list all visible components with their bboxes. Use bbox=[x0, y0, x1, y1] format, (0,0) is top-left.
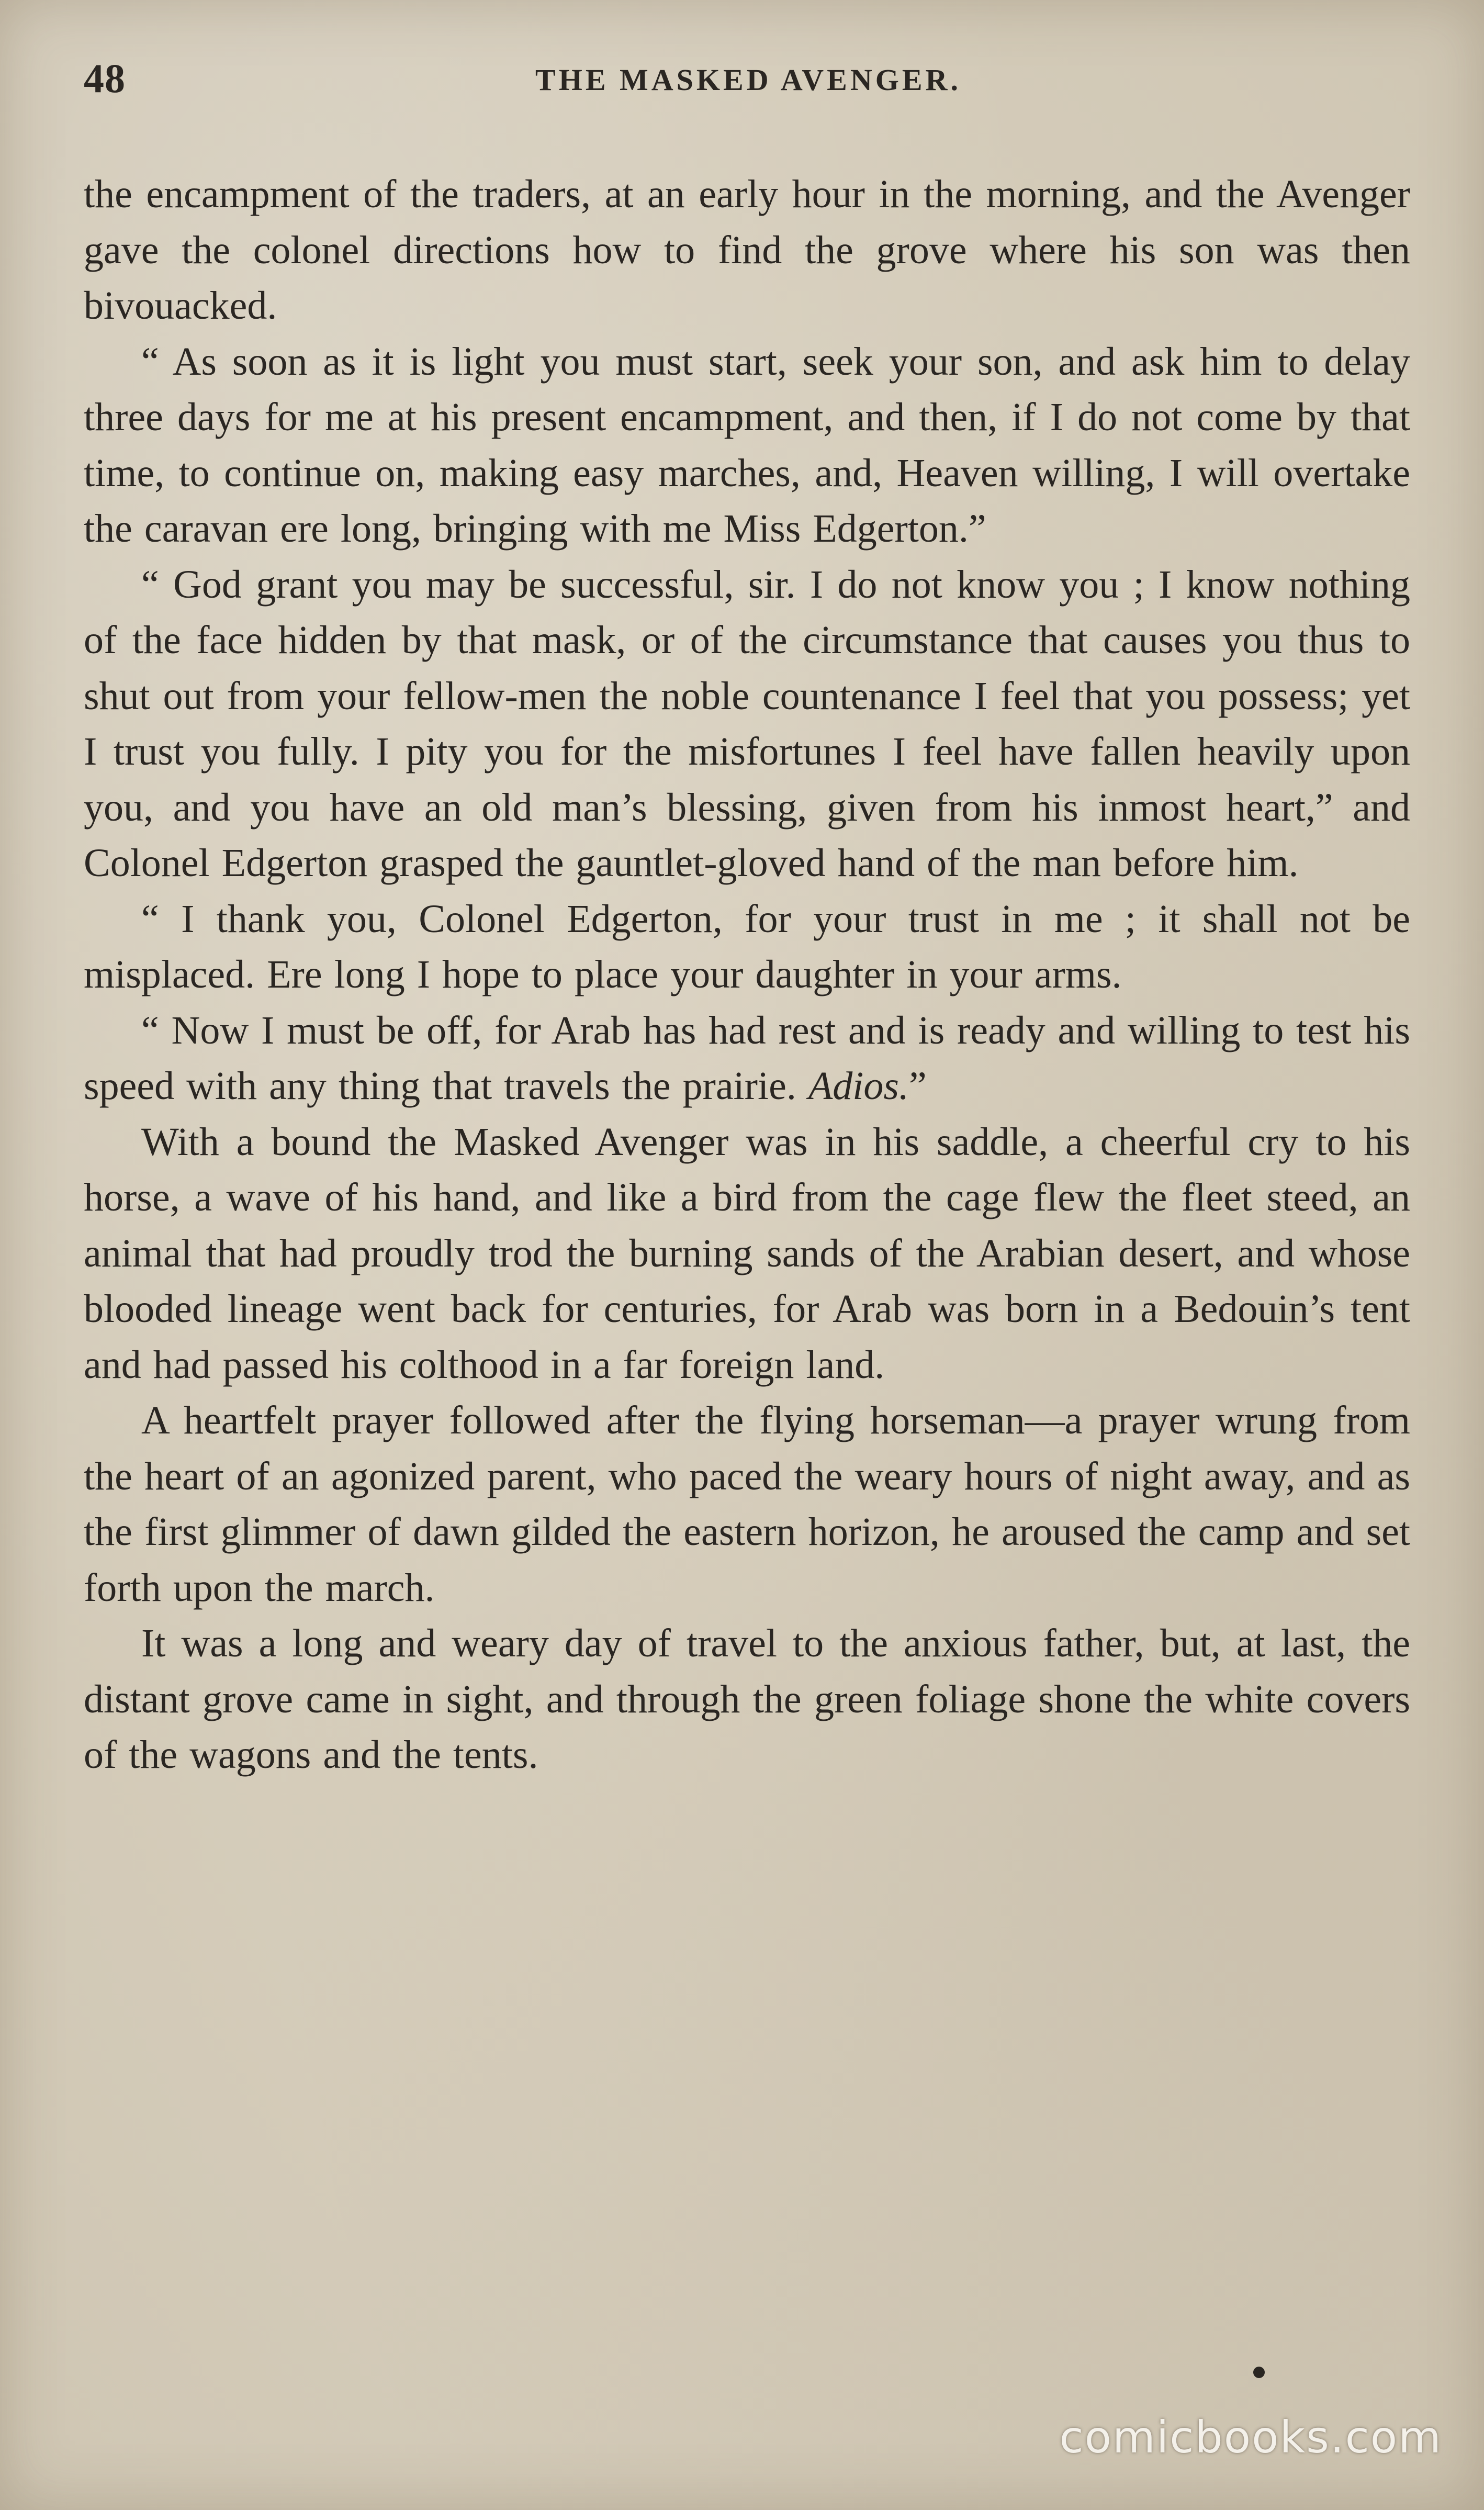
ink-spot bbox=[1253, 2367, 1265, 2378]
paragraph-adios bbox=[84, 1003, 1410, 1114]
paragraph: It was a long and weary day of travel to the anxious father, but, at last, the distant grove came in sight, and through the green foliage shone the white covers of the wagons and the tents. bbox=[84, 1621, 1410, 1777]
body-text bbox=[84, 166, 1410, 1783]
adios-italic: Adios. bbox=[808, 1064, 909, 1108]
running-head bbox=[84, 55, 1413, 113]
paragraph: “ God grant you may be successful, sir. I do not know you ; I know nothing of the face hidden by that mask, or of the circumstance that causes you thus to shut out from your fellow-men the noble countenance I feel that you possess; yet I trust you fully. I pity you for the misfortunes I feel have fallen heavily upon you, and you have an old man’s blessing, given from his inmost heart,” and Colonel Edgerton grasped the gauntlet-gloved hand of the man before him. bbox=[84, 562, 1410, 885]
watermark: comicbooks.com bbox=[1059, 2412, 1442, 2463]
page-number: 48 bbox=[84, 55, 126, 101]
paragraph: “ As soon as it is light you must start, seek your son, and ask him to delay three days for me at his present encampment, and then, if I do not come by that time, to continue on, making easy marches, and, Heaven willing, I will overtake the caravan ere long, bringing with me Miss Edgerton.” bbox=[84, 339, 1410, 551]
adios-text-after: ” bbox=[908, 1064, 927, 1108]
paragraph: With a bound the Masked Avenger was in his saddle, a cheerful cry to his horse, a wave of his hand, and like a bird from the cage flew the fleet steed, an animal that had proudly trod the burning sands of the Arabian desert, and whose blooded lineage went back for centuries, for Arab was born in a Bedouin’s tent and had passed his colthood in a far foreign land. bbox=[84, 1119, 1410, 1387]
paragraph: A heartfelt prayer followed after the flying horseman—a prayer wrung from the heart of an agonized parent, who paced the weary hours of night away, and as the first glimmer of dawn gilded the eastern horizon, he aroused the camp and set forth upon the march. bbox=[84, 1398, 1410, 1610]
adios-text-before: “ Now I must be off, for Arab has had rest and is ready and willing to test his speed with any thing that travels the prairie. bbox=[84, 1008, 1410, 1108]
paragraph: “ I thank you, Colonel Edgerton, for your trust in me ; it shall not be misplaced. Ere long I hope to place your daughter in your arms. bbox=[84, 897, 1410, 996]
running-title: THE MASKED AVENGER. bbox=[535, 63, 961, 97]
paragraph: the encampment of the traders, at an early hour in the morning, and the Avenger gave the colonel directions how to find the grove where his son was then bivouacked. bbox=[84, 172, 1410, 328]
